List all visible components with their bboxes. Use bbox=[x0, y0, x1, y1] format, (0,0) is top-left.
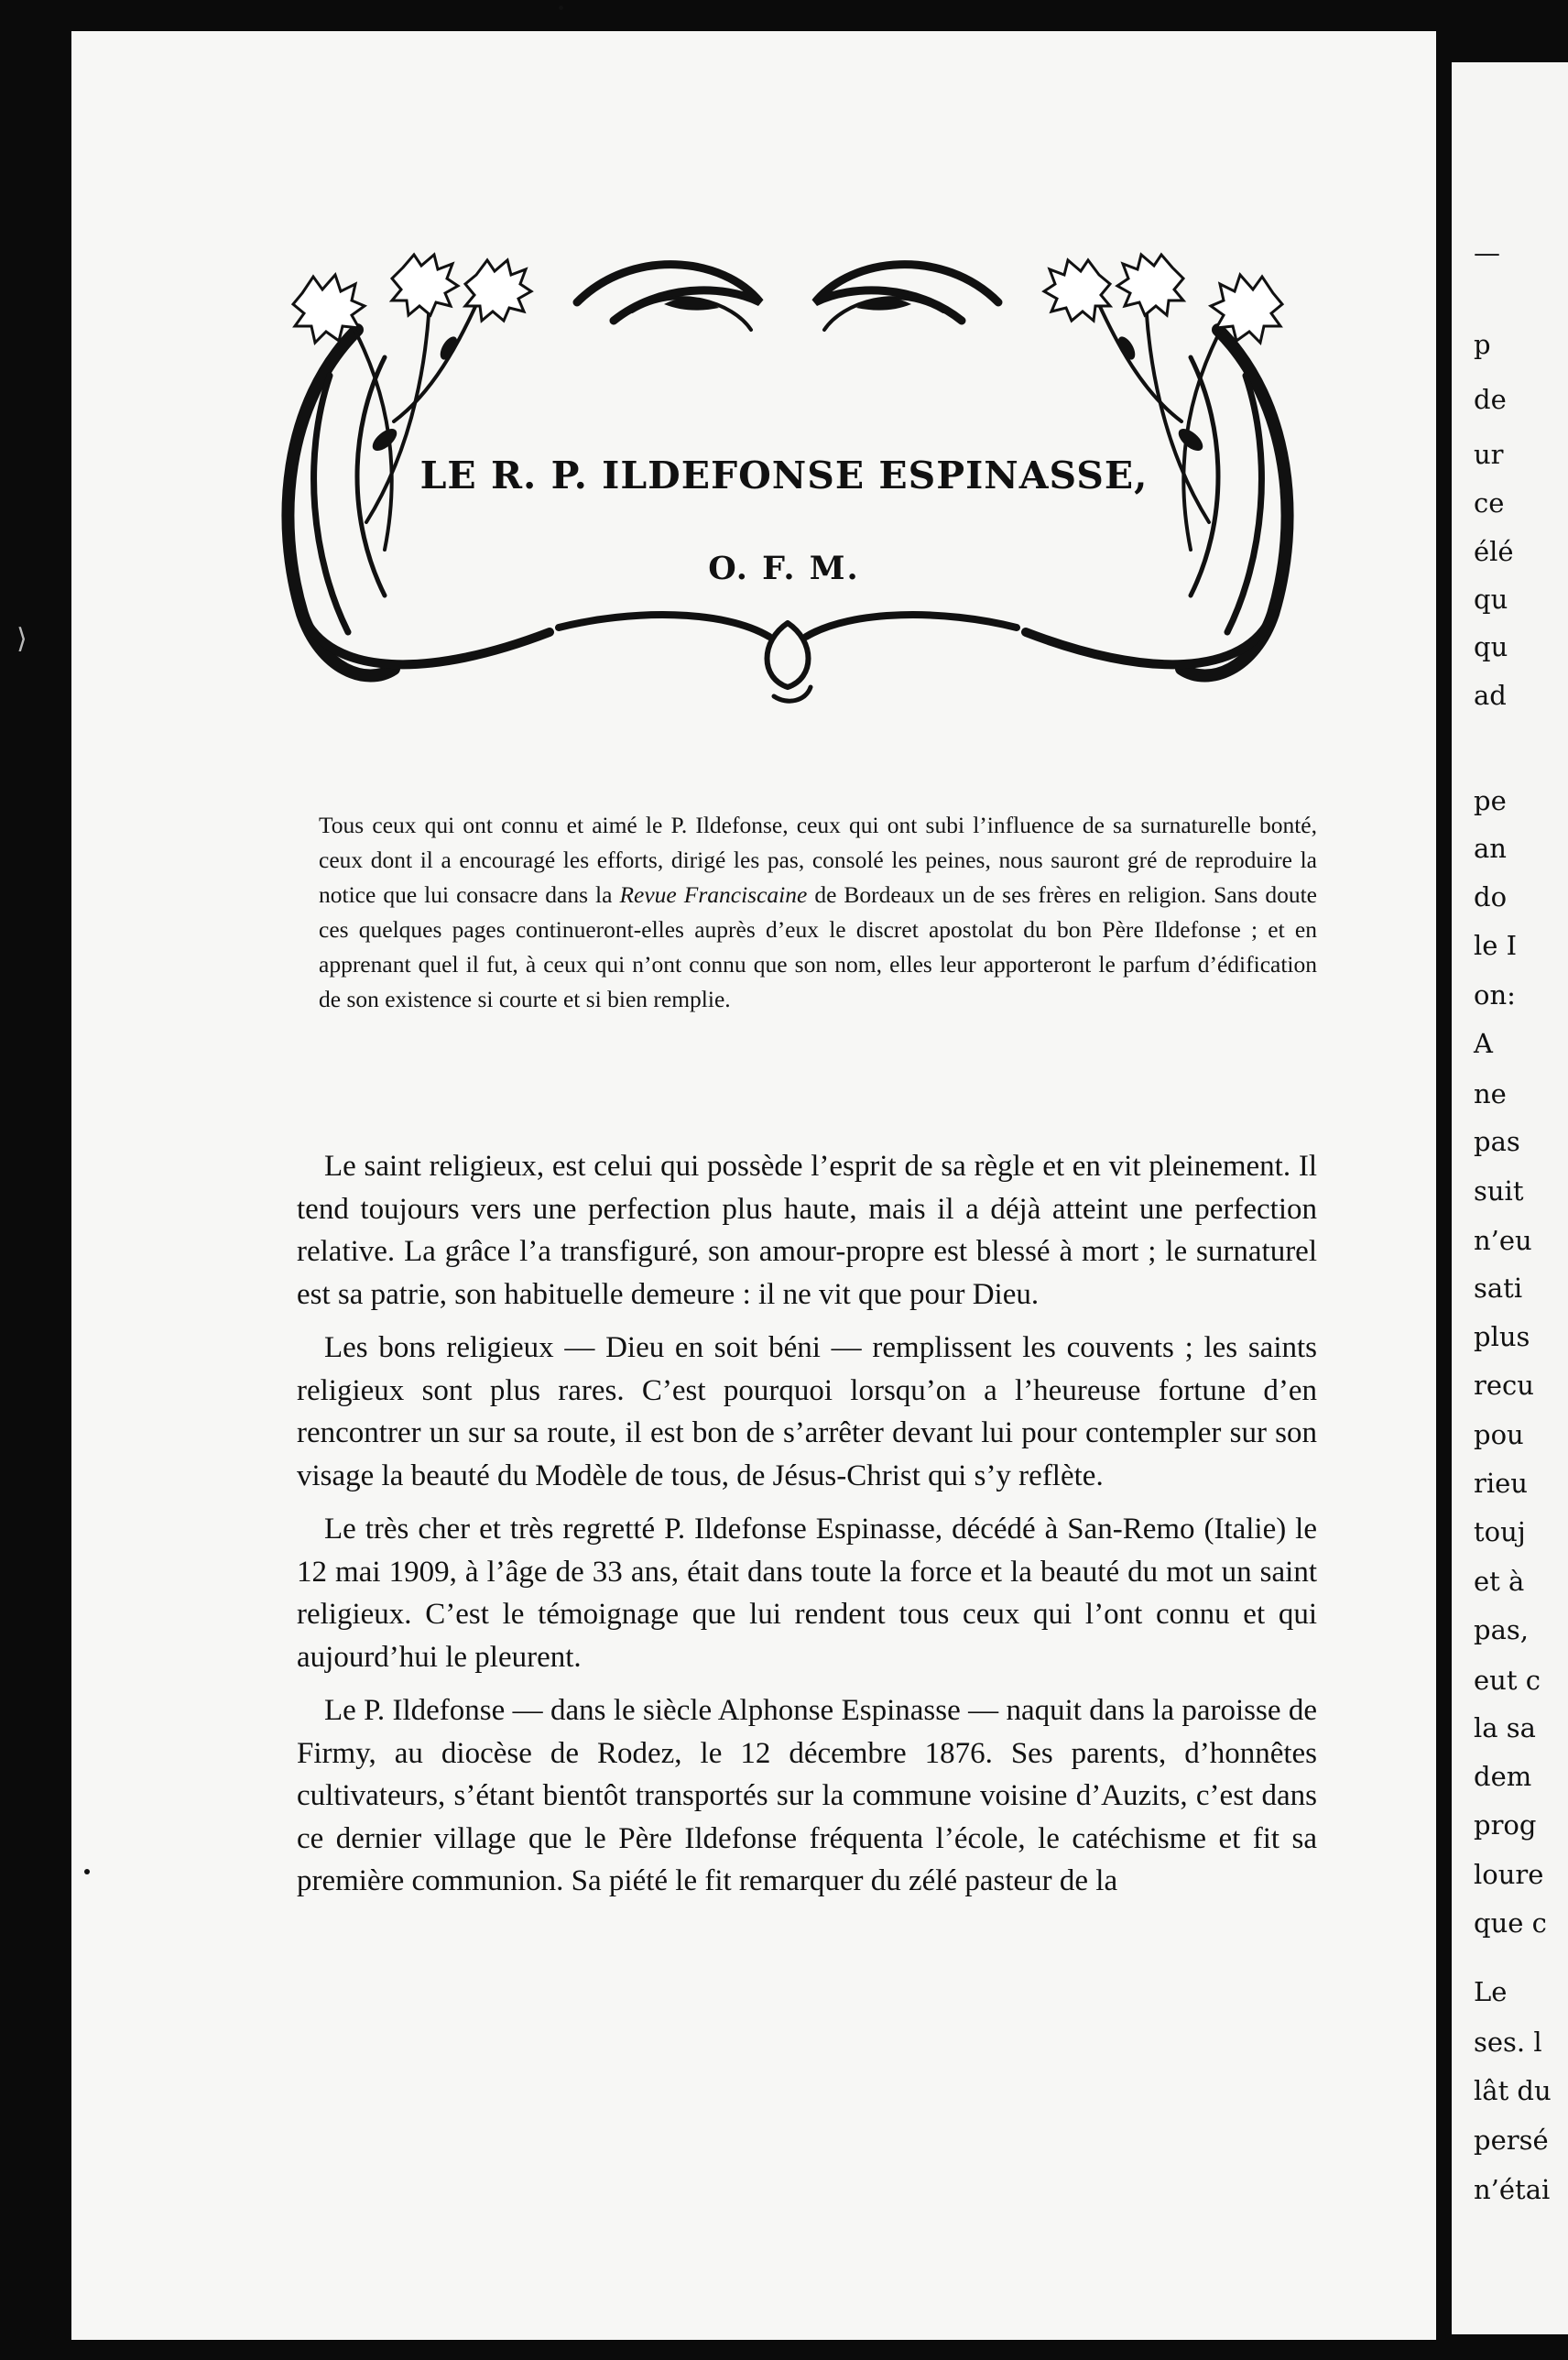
facing-page-line: touj bbox=[1474, 1516, 1526, 1547]
facing-page-fragment bbox=[1452, 62, 1568, 2334]
facing-page-line: de bbox=[1474, 384, 1507, 415]
facing-page-line: p bbox=[1474, 329, 1491, 360]
ink-speck bbox=[559, 5, 563, 10]
facing-page-line: eut c bbox=[1474, 1665, 1541, 1696]
facing-page-line: ur bbox=[1474, 439, 1504, 470]
facing-page-line: persé bbox=[1474, 2125, 1549, 2156]
facing-page-line: loure bbox=[1474, 1859, 1544, 1890]
facing-page-line: le I bbox=[1474, 930, 1518, 961]
facing-page-line: on: bbox=[1474, 979, 1516, 1011]
page-title: LE R. P. ILDEFONSE ESPINASSE, bbox=[419, 453, 1149, 497]
facing-page-line: do bbox=[1474, 881, 1508, 912]
journal-title: Revue Franciscaine bbox=[619, 881, 808, 908]
facing-page-line: ce bbox=[1474, 487, 1505, 519]
facing-page-line: qu bbox=[1474, 631, 1508, 662]
intro-text-before: Tous ceux qui ont connu et aimé le P. Ildefonse, ceux qui ont subi l’influence de sa surnaturelle bonté, ceux dont il a encouragé les efforts, dirigé les pas, consolé les peines, nous sauront gré de reproduire la notice que lui consacre dans la bbox=[319, 812, 1317, 908]
facing-page-line: Le bbox=[1474, 1976, 1508, 2007]
intro-note bbox=[319, 808, 1317, 1017]
body-paragraph: Les bons religieux — Dieu en soit béni — remplissent les couvents ; les saints religieux sont plus rares. C’est pourquoi lorsqu’on a l’heureuse fortune d’en rencontrer un sur sa route, il est bon de s’arrêter devant lui pour contempler sur son visage la beauté du Modèle de tous, de Jésus-Christ qui s’y reflète. bbox=[297, 1331, 1317, 1492]
page-subtitle: O. F. M. bbox=[708, 550, 860, 587]
facing-page-line: n’eu bbox=[1474, 1225, 1532, 1256]
facing-page-line: pas bbox=[1474, 1126, 1520, 1157]
body-paragraph: Le très cher et très regretté P. Ildefonse Espinasse, décédé à San-Remo (Italie) le 12 mai 1909, à l’âge de 33 ans, était dans toute la force et la beauté du mot un saint religieux. C’est le témoignage que lui rendent tous ceux qui l’ont connu et qui aujourd’hui le pleurent. bbox=[297, 1513, 1317, 1674]
facing-page-line: lât du bbox=[1474, 2075, 1552, 2106]
facing-page-line: an bbox=[1474, 833, 1507, 864]
body-paragraph: Le P. Ildefonse — dans le siècle Alphonse Espinasse — naquit dans la paroisse de Firmy, au diocèse de Rodez, le 12 décembre 1876. Ses parents, d’honnêtes cultivateurs, s’étant bientôt transportés sur la commune voisine d’Auzits, c’est dans ce dernier village que le Père Ildefonse fréquenta l’école, le catéchisme et fit sa première communion. Sa piété le fit remarquer du zélé pasteur de la bbox=[297, 1694, 1317, 1897]
ink-speck bbox=[84, 1869, 90, 1874]
facing-page-line: sati bbox=[1474, 1273, 1523, 1304]
body-text bbox=[297, 1145, 1317, 1903]
facing-page-line: pe bbox=[1474, 785, 1507, 816]
body-paragraph: Le saint religieux, est celui qui possède l’esprit de sa règle et en vit pleinement. Il tend toujours vers une perfection plus haute, mais il a déjà atteint une perfection relative. La grâce l’a transfiguré, son amour-propre est blessé à mort ; le surnaturel est sa patrie, son habituelle demeure : il ne vit que pour Dieu. bbox=[297, 1150, 1317, 1311]
facing-page-line: pas, bbox=[1474, 1614, 1529, 1645]
facing-page-line: — bbox=[1474, 237, 1500, 268]
facing-page-line: recu bbox=[1474, 1370, 1534, 1401]
facing-page-line: ne bbox=[1474, 1078, 1507, 1109]
facing-page-line: élé bbox=[1474, 536, 1514, 567]
intro-paragraph bbox=[319, 808, 1317, 1017]
facing-page-line: qu bbox=[1474, 584, 1508, 615]
facing-page-line: plus bbox=[1474, 1321, 1530, 1352]
facing-page-line: suit bbox=[1474, 1175, 1524, 1207]
facing-page-line: dem bbox=[1474, 1761, 1532, 1792]
facing-page-line: prog bbox=[1474, 1809, 1537, 1841]
facing-page-line: que c bbox=[1474, 1907, 1547, 1939]
facing-page-line: A bbox=[1474, 1028, 1493, 1059]
facing-page-line: ses. l bbox=[1474, 2027, 1542, 2058]
facing-page-line: et à bbox=[1474, 1566, 1525, 1597]
facing-page-line: pou bbox=[1474, 1419, 1524, 1450]
facing-page-line: n’étai bbox=[1474, 2174, 1551, 2205]
facing-page-line: rieu bbox=[1474, 1468, 1528, 1499]
intro-text-after: de Bordeaux un de ses frères en religion. Sans doute ces quelques pages continueront-elles auprès d’eux le discret apostolat du bon Père Ildefonse ; et en apprenant quel il fut, à ceux qui n’ont connu que son nom, elles leur apporteront le parfum d’édification de son existence si courte et si bien remplie. bbox=[319, 881, 1318, 1012]
facing-page-line: ad bbox=[1474, 680, 1507, 711]
facing-page-line: la sa bbox=[1474, 1712, 1536, 1743]
margin-mark: ⟩ bbox=[16, 623, 27, 655]
